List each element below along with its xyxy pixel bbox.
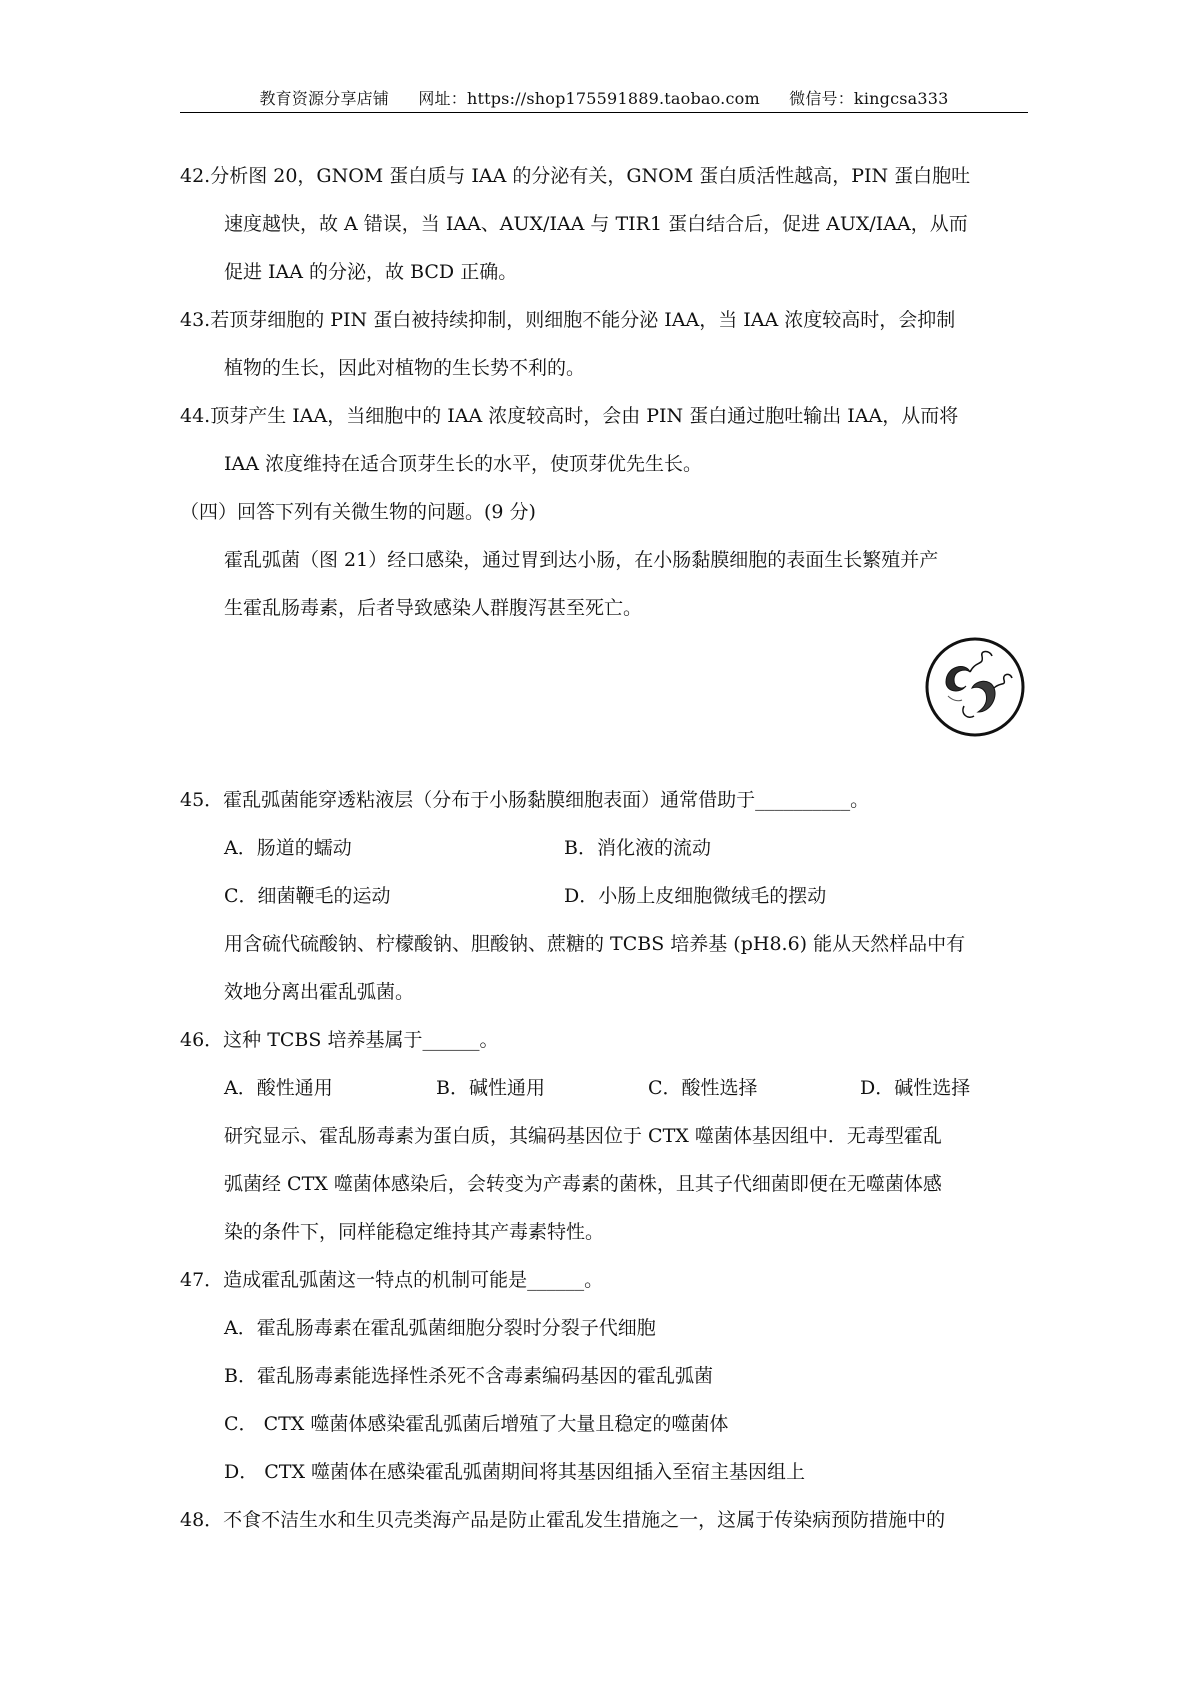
q46-option-c: C．酸性选择 <box>648 1077 758 1099</box>
q46-options-row <box>180 1064 1030 1112</box>
header-divider <box>180 112 1028 113</box>
section4-intro-line1: 霍乱弧菌（图 21）经口感染，通过胃到达小肠，在小肠黏膜细胞的表面生长繁殖并产 <box>224 549 939 571</box>
q45-option-a: A．肠道的蠕动 <box>224 837 352 859</box>
q45-options-row1 <box>180 824 1030 872</box>
q46-option-d: D．碱性选择 <box>860 1077 971 1099</box>
medium-line1: 用含硫代硫酸钠、柠檬酸钠、胆酸钠、蔗糖的 TCBS 培养基 (pH8.6) 能从天然样品中有 <box>224 933 966 955</box>
q47-option-c: C． CTX 噬菌体感染霍乱弧菌后增殖了大量且稳定的噬菌体 <box>224 1413 729 1435</box>
research-line2: 弧菌经 CTX 噬菌体感染后，会转变为产毒素的菌株，且其子代细菌即便在无噬菌体感 <box>224 1173 942 1195</box>
section4-intro-line2: 生霍乱肠毒素，后者导致感染人群腹泻甚至死亡。 <box>224 597 643 619</box>
q48-line1: 48．不食不洁生水和生贝壳类海产品是防止霍乱发生措施之一，这属于传染病预防措施中的 <box>180 1509 946 1531</box>
q47-option-d: D． CTX 噬菌体在感染霍乱弧菌期间将其基因组插入至宿主基因组上 <box>224 1461 806 1483</box>
wechat-id: 微信号：kingcsa333 <box>789 89 949 108</box>
q42-line1: 42.分析图 20，GNOM 蛋白质与 IAA 的分泌有关，GNOM 蛋白质活性越高，PIN 蛋白胞吐 <box>180 165 971 187</box>
q47-option-a: A．霍乱肠毒素在霍乱弧菌细胞分裂时分裂子代细胞 <box>224 1317 656 1339</box>
page-header <box>180 86 1028 109</box>
q47-option-b: B．霍乱肠毒素能选择性杀死不含毒素编码基因的霍乱弧菌 <box>224 1365 713 1387</box>
q45-option-c: C．细菌鞭毛的运动 <box>224 885 391 907</box>
shop-website: 网址：https://shop175591889.taobao.com <box>418 89 760 108</box>
q44-line1: 44.顶芽产生 IAA，当细胞中的 IAA 浓度较高时，会由 PIN 蛋白通过胞吐输出 IAA，从而将 <box>180 405 959 427</box>
q42-line2: 速度越快，故 A 错误，当 IAA、AUX/IAA 与 TIR1 蛋白结合后，促进 AUX/IAA，从而 <box>224 213 968 235</box>
q47-stem: 47．造成霍乱弧菌这一特点的机制可能是______。 <box>180 1269 604 1291</box>
q45-option-d: D．小肠上皮细胞微绒毛的摆动 <box>564 885 827 907</box>
q43-line2: 植物的生长，因此对植物的生长势不利的。 <box>224 357 586 379</box>
shop-name: 教育资源分享店铺 <box>259 89 390 108</box>
research-line1: 研究显示、霍乱肠毒素为蛋白质，其编码基因位于 CTX 噬菌体基因组中．无毒型霍乱 <box>224 1125 942 1147</box>
vibrio-cholerae-figure-icon <box>924 636 1026 738</box>
q43-line1: 43.若顶芽细胞的 PIN 蛋白被持续抑制，则细胞不能分泌 IAA，当 IAA 浓度较高时，会抑制 <box>180 309 956 331</box>
q42-line3: 促进 IAA 的分泌，故 BCD 正确。 <box>224 261 518 283</box>
figure-spacer <box>180 632 1030 776</box>
q45-option-b: B．消化液的流动 <box>564 837 711 859</box>
q46-option-a: A．酸性通用 <box>224 1077 333 1099</box>
q45-stem: 45．霍乱弧菌能穿透粘液层（分布于小肠黏膜细胞表面）通常借助于__________。 <box>180 789 870 811</box>
research-line3: 染的条件下，同样能稳定维持其产毒素特性。 <box>224 1221 605 1243</box>
document-body <box>180 152 1030 1544</box>
section4-title: （四）回答下列有关微生物的问题。(9 分) <box>180 501 536 523</box>
q46-stem: 46．这种 TCBS 培养基属于______。 <box>180 1029 499 1051</box>
q44-line2: IAA 浓度维持在适合顶芽生长的水平，使顶芽优先生长。 <box>224 453 702 475</box>
medium-line2: 效地分离出霍乱弧菌。 <box>224 981 415 1003</box>
q45-options-row2 <box>180 872 1030 920</box>
q46-option-b: B．碱性通用 <box>436 1077 545 1099</box>
